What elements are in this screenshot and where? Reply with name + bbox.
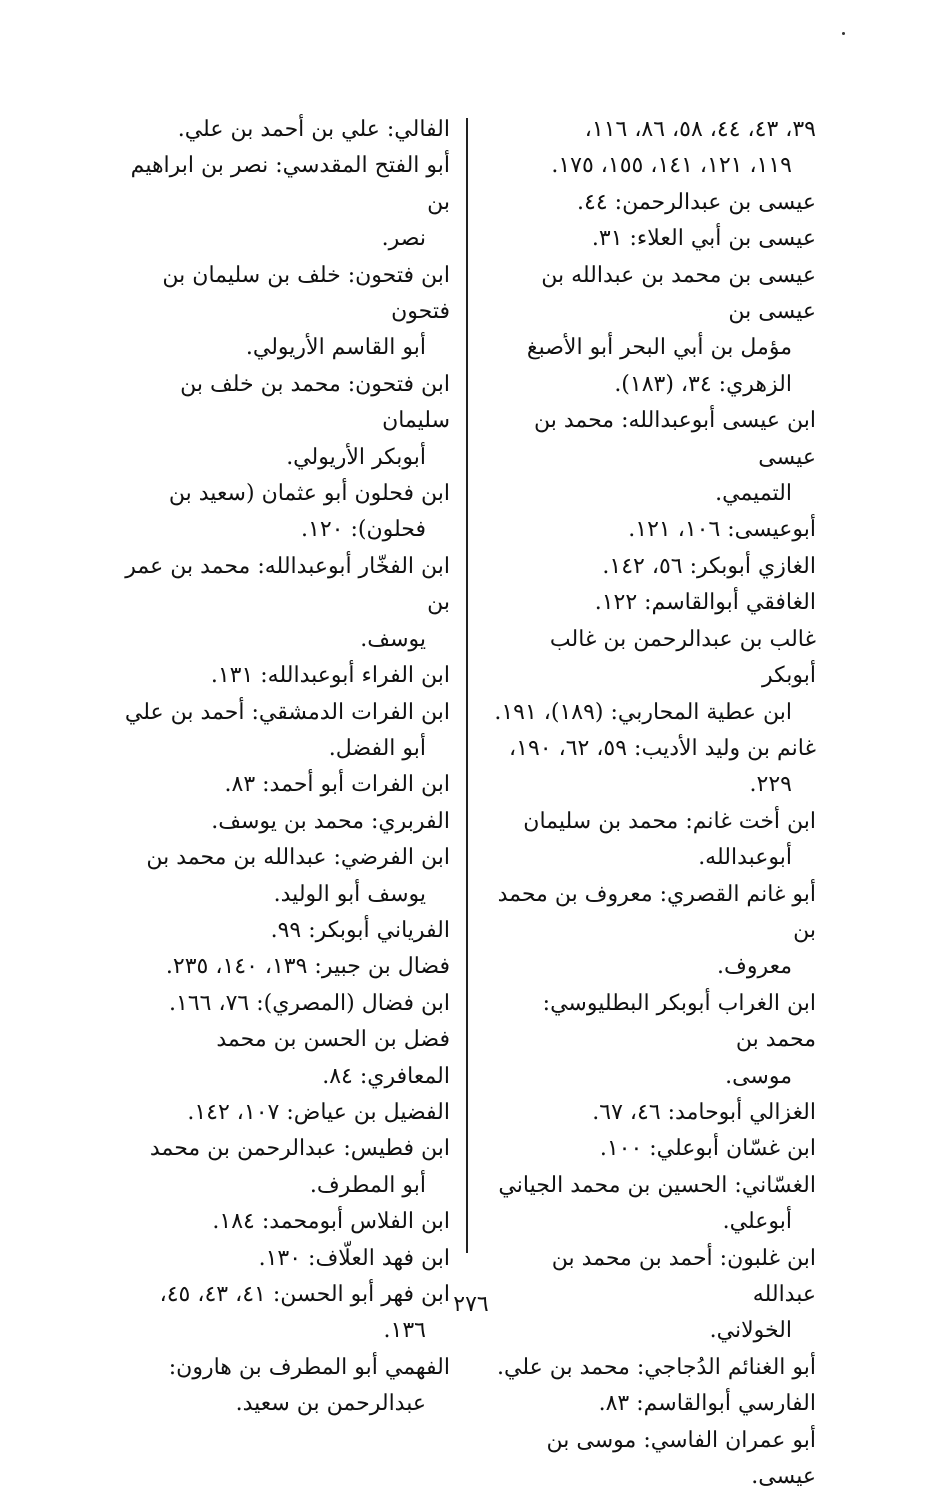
entry-continuation: يوسف أبو الوليد. <box>273 881 426 907</box>
entry-continuation: ١٣٦. <box>383 1318 426 1344</box>
index-column-right <box>490 112 816 1495</box>
entry-line: الفارسي أبوالقاسم: ٨٣. <box>598 1391 816 1417</box>
entry-line: غانم بن وليد الأديب: ٥٩، ٦٢، ١٩٠، <box>509 735 816 761</box>
entry-continuation: أبوعبدالله. <box>698 845 792 871</box>
entry-line: غالب بن عبدالرحمن بن غالب أبوبكر <box>549 626 816 689</box>
entry-line: الفضيل بن عياض: ١٠٧، ١٤٢. <box>187 1099 450 1125</box>
entry-continuation: ابن عطية المحاربي: (١٨٩)، ١٩١. <box>494 699 792 725</box>
index-entry <box>490 986 816 1095</box>
entry-continuation: الزهري: ٣٤، (١٨٣). <box>614 371 792 397</box>
index-entry <box>120 1350 450 1423</box>
entry-line: عيسى بن أبي العلاء: ٣١. <box>591 226 816 252</box>
entry-line: ابن غسّان أبوعلي: ١٠٠. <box>599 1136 816 1162</box>
entry-line: أبو الفتح المقدسي: نصر بن ابراهيم بن <box>130 153 450 215</box>
index-entry <box>490 185 816 221</box>
index-entry <box>120 1204 450 1240</box>
page-number: ٢٧٦ <box>453 1292 489 1317</box>
index-entry <box>490 1095 816 1131</box>
index-entry <box>120 949 450 985</box>
entry-continuation: أبو المطرف. <box>309 1172 426 1198</box>
entry-line: ابن الفلاس أبومحمد: ١٨٤. <box>212 1209 450 1235</box>
entry-line: ابن غلبون: أحمد بن محمد بن عبدالله <box>551 1245 816 1307</box>
entry-continuation: التميمي. <box>715 481 792 507</box>
index-entry <box>490 1386 816 1422</box>
index-entry <box>490 585 816 621</box>
entry-line: عيسى بن محمد بن عبدالله بن عيسى بن <box>541 262 816 325</box>
index-entry <box>490 258 816 404</box>
entry-line: فضال بن جبير: ١٣٩، ١٤٠، ٢٣٥. <box>165 954 450 980</box>
entry-continuation: فحلون): ١٢٠. <box>301 517 426 543</box>
index-entry <box>120 367 450 476</box>
index-entry <box>490 1168 816 1241</box>
entry-line: الفالي: علي بن أحمد بن علي. <box>177 117 450 142</box>
entry-line: ابن فضال (المصري): ٧٦، ١٦٦. <box>169 990 450 1016</box>
index-entry <box>490 1423 816 1495</box>
index-column-left <box>120 112 450 1423</box>
entry-line: ابن الفرضي: عبدالله بن محمد بن <box>146 845 450 871</box>
page-speck <box>842 32 845 35</box>
index-entry <box>120 258 450 367</box>
entry-continuation: مؤمل بن أبي البحر أبو الأصبغ <box>526 335 792 361</box>
index-entry <box>120 112 450 148</box>
index-entry <box>490 804 816 877</box>
entry-line: ابن فتحون: خلف بن سليمان بن فتحون <box>162 262 450 325</box>
index-entry <box>120 1022 450 1095</box>
entry-line: الفهمي أبو المطرف بن هارون: <box>168 1354 450 1380</box>
entry-continuation: نصر. <box>381 226 426 252</box>
index-entry <box>120 913 450 949</box>
entry-line: ابن الفراء أبوعبدالله: ١٣١. <box>210 663 450 689</box>
index-entry <box>490 622 816 731</box>
entry-line: الغسّاني: الحسين بن محمد الجياني <box>498 1172 816 1198</box>
index-entry <box>120 986 450 1022</box>
index-entry <box>490 877 816 986</box>
index-entry <box>120 476 450 549</box>
entry-line: الفرياني أبوبكر: ٩٩. <box>270 917 450 943</box>
entry-line: ابن فحلون أبو عثمان (سعيد بن <box>168 481 450 507</box>
entry-line: ابن الفرات الدمشقي: أحمد بن علي <box>124 699 450 725</box>
index-entry <box>120 148 450 257</box>
entry-line: الغزالي أبوحامد: ٤٦، ٦٧. <box>592 1099 816 1125</box>
entry-line: ابن فهر أبو الحسن: ٤١، ٤٣، ٤٥، <box>159 1282 450 1307</box>
index-entry <box>120 1131 450 1204</box>
entry-line: أبوعيسى: ١٠٦، ١٢١. <box>628 517 816 543</box>
entry-line: أبو الغنائم الدُجاجي: محمد بن علي. <box>497 1354 816 1380</box>
entry-line: ابن الفخّار أبوعبدالله: محمد بن عمر بن <box>125 553 450 616</box>
index-entry <box>120 804 450 840</box>
entry-line: أبو غانم القصري: معروف بن محمد بن <box>497 881 816 943</box>
entry-continuation: عبدالرحمن بن سعيد. <box>235 1391 426 1417</box>
entry-continuation: أبو القاسم الأريولي. <box>245 335 426 361</box>
index-entry <box>120 1095 450 1131</box>
index-entry <box>120 549 450 658</box>
index-entry <box>490 549 816 585</box>
entry-line: ٣٩، ٤٣، ٤٤، ٥٨، ٨٦، ١١٦، <box>584 117 816 142</box>
entry-continuation: موسى. <box>725 1063 792 1089</box>
index-entry <box>490 1131 816 1167</box>
entry-continuation: أبوعلي. <box>722 1209 792 1235</box>
index-entry <box>120 695 450 768</box>
index-entry <box>490 1350 816 1386</box>
index-entry <box>490 221 816 257</box>
index-entry <box>490 112 816 185</box>
entry-continuation: معروف. <box>717 954 792 980</box>
index-entry <box>120 767 450 803</box>
entry-line: أبو عمران الفاسي: موسى بن عيسى. <box>546 1427 816 1490</box>
index-entry <box>120 1241 450 1277</box>
entry-line: الغازي أبوبكر: ٥٦، ١٤٢. <box>602 553 816 579</box>
entry-continuation: يوسف. <box>360 626 426 652</box>
entry-line: ابن فتحون: محمد بن خلف بن سليمان <box>180 371 450 434</box>
entry-line: ابن أخت غانم: محمد بن سليمان <box>523 808 816 834</box>
index-entry <box>490 403 816 512</box>
index-entry <box>490 731 816 804</box>
entry-line: ابن عيسى أبوعبدالله: محمد بن عيسى <box>533 408 816 470</box>
entry-line: ابن الغراب أبوبكر البطليوسي: محمد بن <box>542 990 816 1053</box>
entry-continuation: ١١٩، ١٢١، ١٤١، ١٥٥، ١٧٥. <box>551 153 792 179</box>
entry-continuation: أبوبكر الأريولي. <box>286 444 426 470</box>
entry-continuation: الخولاني. <box>709 1318 792 1344</box>
entry-continuation: أبو الفضل. <box>328 735 426 761</box>
entry-line: الفربري: محمد بن يوسف. <box>211 808 450 834</box>
entry-line: ابن فهد العلّاف: ١٣٠. <box>258 1245 450 1271</box>
entry-continuation: ٢٢٩. <box>749 772 792 798</box>
entry-line: عيسى بن عبدالرحمن: ٤٤. <box>577 189 816 215</box>
index-entry <box>120 840 450 913</box>
column-divider <box>466 118 468 1253</box>
entry-line: ابن الفرات أبو أحمد: ٨٣. <box>224 772 450 798</box>
entry-line: فضل بن الحسن بن محمد المعافري: ٨٤. <box>216 1027 450 1089</box>
index-entry <box>490 512 816 548</box>
entry-line: الغافقي أبوالقاسم: ١٢٢. <box>594 590 816 616</box>
index-entry <box>120 658 450 694</box>
entry-line: ابن فطيس: عبدالرحمن بن محمد <box>149 1136 450 1162</box>
